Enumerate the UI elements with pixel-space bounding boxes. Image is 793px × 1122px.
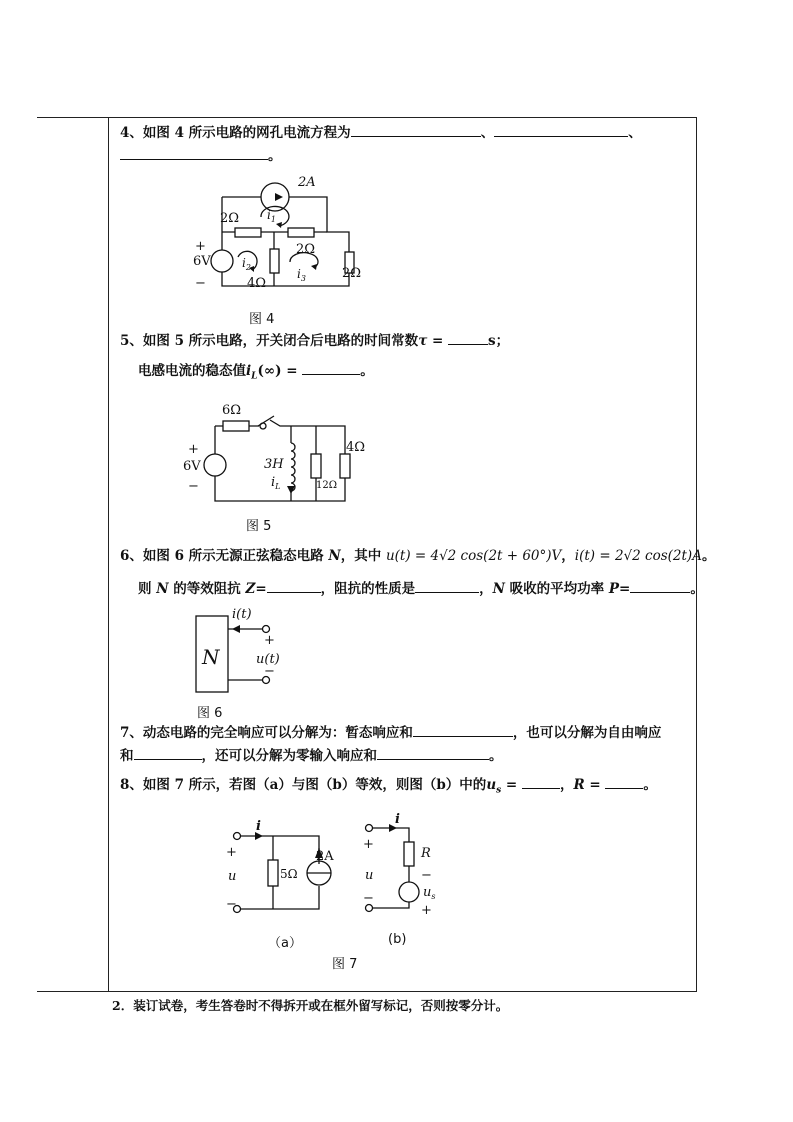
q6-line1 bbox=[120, 547, 715, 565]
q5-blank-tau[interactable] bbox=[448, 330, 488, 345]
q4-blank-2[interactable] bbox=[494, 122, 628, 137]
fig7a-caption: （a） bbox=[268, 936, 302, 951]
q5-text2: 电感电流的稳态值 bbox=[138, 363, 246, 379]
fig4-label-plus: + bbox=[195, 239, 206, 254]
q5-eq2: = bbox=[281, 363, 303, 379]
fig4-label-i2: $i_2$ bbox=[242, 256, 251, 272]
q8-end: 。 bbox=[643, 777, 657, 793]
q8-sep: ， bbox=[559, 777, 574, 793]
fig7b-label-source-plus: + bbox=[421, 903, 432, 918]
fig7-caption: 图 7 bbox=[332, 957, 358, 972]
q8-eq2: = bbox=[584, 777, 606, 793]
fig7b-label-minus: − bbox=[363, 891, 374, 906]
fig6-terminal-top bbox=[263, 626, 270, 633]
q7-end: 。 bbox=[489, 748, 503, 764]
fig7a-label-plus: + bbox=[226, 845, 237, 860]
fig5-inductor bbox=[291, 443, 295, 491]
fig5-label-6ohm: 6Ω bbox=[222, 403, 242, 418]
q6-blank-Z[interactable] bbox=[267, 578, 321, 593]
fig6-label-ut: u(t) bbox=[256, 652, 280, 667]
fig5-resistor-12 bbox=[311, 454, 321, 478]
answer-frame-left bbox=[108, 117, 109, 992]
fig4-label-r-top-left: 2Ω bbox=[220, 211, 240, 226]
fig5-resistor-4 bbox=[340, 454, 350, 478]
fig5-voltage-source bbox=[204, 454, 226, 476]
q8-us-sub: s bbox=[496, 785, 502, 796]
q4-line1 bbox=[120, 122, 642, 142]
q7-text1b: ，也可以分解为自由响应 bbox=[512, 725, 662, 741]
fig7b-caption: (b) bbox=[388, 932, 407, 947]
fig6-label-plus: + bbox=[264, 633, 275, 648]
fig6-label-it: i(t) bbox=[232, 607, 252, 622]
fig4-caption: 图 4 bbox=[249, 312, 275, 327]
q8-line1 bbox=[120, 774, 657, 800]
fig4-label-i1: $i_1$ bbox=[267, 208, 276, 224]
fig7b-label-us: $u_s$ bbox=[423, 885, 436, 901]
q5-line1 bbox=[120, 330, 509, 350]
q8-R: R bbox=[573, 777, 585, 793]
q6-text2c: = bbox=[255, 581, 267, 597]
fig7b-wires bbox=[373, 828, 409, 908]
q4-end: 。 bbox=[268, 148, 282, 164]
q6-text2b: 的等效阻抗 bbox=[168, 581, 246, 597]
fig4-resistor-top-right bbox=[288, 228, 314, 237]
figure-6-circuit bbox=[190, 602, 290, 697]
footer-note: 2．装订试卷，考生答卷时不得拆开或在框外留写标记，否则按零分计。 bbox=[112, 998, 509, 1013]
fig5-label-plus: + bbox=[188, 442, 199, 457]
q6-period: 。 bbox=[701, 548, 716, 564]
fig7b-label-u: u bbox=[365, 868, 374, 883]
fig4-mesh3-arrowhead bbox=[311, 264, 317, 270]
q6-P: P bbox=[608, 581, 620, 597]
fig5-resistor-series bbox=[223, 421, 249, 431]
q7-blank-2[interactable] bbox=[134, 745, 202, 760]
q4-sep2: 、 bbox=[628, 125, 642, 141]
q6-N-2: N bbox=[156, 581, 169, 597]
q4-line2 bbox=[120, 145, 282, 165]
q5-inf: (∞) bbox=[257, 363, 282, 379]
q6-comma: ， bbox=[561, 548, 575, 564]
q6-text2e: ， bbox=[479, 581, 493, 597]
q6-i-expression: i(t) = 2√2 cos(2t)A bbox=[574, 548, 702, 564]
fig5-caption: 图 5 bbox=[246, 519, 272, 534]
figure-5-circuit bbox=[180, 398, 380, 508]
q6-N: N bbox=[328, 548, 341, 564]
q6-Z: Z bbox=[245, 581, 256, 597]
q5-blank-iL[interactable] bbox=[302, 360, 360, 375]
fig7a-label-u: u bbox=[228, 869, 237, 884]
fig4-resistor-top-left bbox=[235, 228, 261, 237]
fig7b-resistor-R bbox=[404, 842, 414, 866]
q8-us: u bbox=[486, 777, 497, 793]
fig7a-label-2A: 2A bbox=[316, 849, 334, 864]
q6-text1: 6、如图 6 所示无源正弦稳态电路 bbox=[120, 548, 329, 564]
q5-text1: 5、如图 5 所示电路，开关闭合后电路的时间常数 bbox=[120, 333, 419, 349]
fig4-label-r-middle: 4Ω bbox=[247, 276, 267, 291]
fig4-resistor-middle bbox=[270, 249, 279, 273]
fig7a-label-minus: − bbox=[226, 897, 237, 912]
q6-text2d: ，阻抗的性质是 bbox=[320, 581, 416, 597]
q4-sep1: 、 bbox=[480, 125, 495, 141]
fig7b-label-source-minus: − bbox=[421, 868, 432, 883]
q5-iL: i bbox=[246, 363, 252, 379]
fig4-label-r-top-right: 2Ω bbox=[296, 242, 316, 257]
q6-text2g: = bbox=[619, 581, 631, 597]
fig6-current-arrow bbox=[232, 625, 240, 633]
q6-text2a: 则 bbox=[138, 581, 157, 597]
fig4-label-r-right: 2Ω bbox=[342, 266, 362, 281]
q8-blank-us[interactable] bbox=[522, 774, 560, 789]
q6-N-3: N bbox=[492, 581, 505, 597]
q7-blank-3[interactable] bbox=[377, 745, 489, 760]
q8-text1: 8、如图 7 所示，若图（a）与图（b）等效，则图（b）中的 bbox=[120, 777, 487, 793]
fig5-label-iL: $i_L$ bbox=[271, 475, 281, 491]
q8-eq: = bbox=[501, 777, 522, 793]
fig5-label-minus: − bbox=[188, 479, 199, 494]
fig6-label-N: N bbox=[202, 645, 220, 669]
fig7a-terminal-top bbox=[234, 833, 241, 840]
answer-frame-bottom bbox=[37, 991, 697, 992]
q5-unit: s； bbox=[488, 333, 510, 349]
fig6-label-minus: − bbox=[264, 664, 275, 679]
q5-line2 bbox=[138, 360, 374, 386]
figure-7a-circuit bbox=[220, 819, 334, 920]
fig6-caption: 图 6 bbox=[197, 706, 223, 721]
q5-iL-sub: L bbox=[251, 371, 258, 382]
fig7b-terminal-top bbox=[366, 825, 373, 832]
fig5-label-3H: 3H bbox=[264, 457, 284, 472]
fig4-label-6V: 6V bbox=[193, 254, 211, 269]
q5-tau: τ bbox=[418, 333, 428, 349]
q7-blank-1[interactable] bbox=[413, 722, 513, 737]
fig4-source-arrow bbox=[275, 193, 283, 201]
q5-end: 。 bbox=[360, 363, 374, 379]
fig4-voltage-source bbox=[211, 250, 233, 272]
q6-blank-P[interactable] bbox=[630, 578, 690, 593]
q7-text2b: ，还可以分解为零输入响应和 bbox=[201, 748, 377, 764]
fig5-label-6V: 6V bbox=[183, 459, 201, 474]
fig5-label-12ohm: 12Ω bbox=[316, 480, 338, 491]
fig7b-label-plus: + bbox=[363, 837, 374, 852]
q4-prefix: 4、如图 4 所示电路的网孔电流方程为 bbox=[120, 125, 351, 141]
q6-u-expression: u(t) = 4√2 cos(2t + 60°)V bbox=[385, 548, 562, 564]
fig4-label-minus: − bbox=[195, 276, 206, 291]
q7-text2a: 和 bbox=[120, 748, 134, 764]
fig5-label-4ohm: 4Ω bbox=[346, 440, 366, 455]
q4-blank-3[interactable] bbox=[120, 145, 268, 160]
q6-text1b: ，其中 bbox=[340, 548, 386, 564]
figure-7b-circuit bbox=[355, 812, 445, 922]
q7-line1 bbox=[120, 722, 661, 742]
q6-end: 。 bbox=[690, 581, 704, 597]
q4-blank-1[interactable] bbox=[351, 122, 481, 137]
q8-blank-R[interactable] bbox=[605, 774, 643, 789]
q5-eq1: = bbox=[427, 333, 448, 349]
figure-4-circuit bbox=[190, 172, 370, 300]
q6-blank-nature[interactable] bbox=[415, 578, 479, 593]
fig7b-voltage-source bbox=[399, 882, 419, 902]
answer-frame-top bbox=[37, 117, 697, 118]
fig7b-label-i: i bbox=[395, 812, 400, 827]
q6-text2f: 吸收的平均功率 bbox=[504, 581, 609, 597]
q6-line2 bbox=[138, 578, 704, 598]
fig7a-label-i: i bbox=[256, 819, 261, 834]
q7-line2 bbox=[120, 745, 503, 765]
fig4-label-2A: 2A bbox=[298, 175, 316, 190]
fig4-mesh1-arrowhead bbox=[276, 222, 282, 228]
fig7a-resistor-5 bbox=[268, 860, 278, 886]
fig7b-label-R: R bbox=[421, 846, 431, 861]
q7-text1: 7、动态电路的完全响应可以分解为：暂态响应和 bbox=[120, 725, 413, 741]
fig4-label-i3: $i_3$ bbox=[297, 267, 306, 283]
fig7a-label-5ohm: 5Ω bbox=[280, 867, 298, 881]
